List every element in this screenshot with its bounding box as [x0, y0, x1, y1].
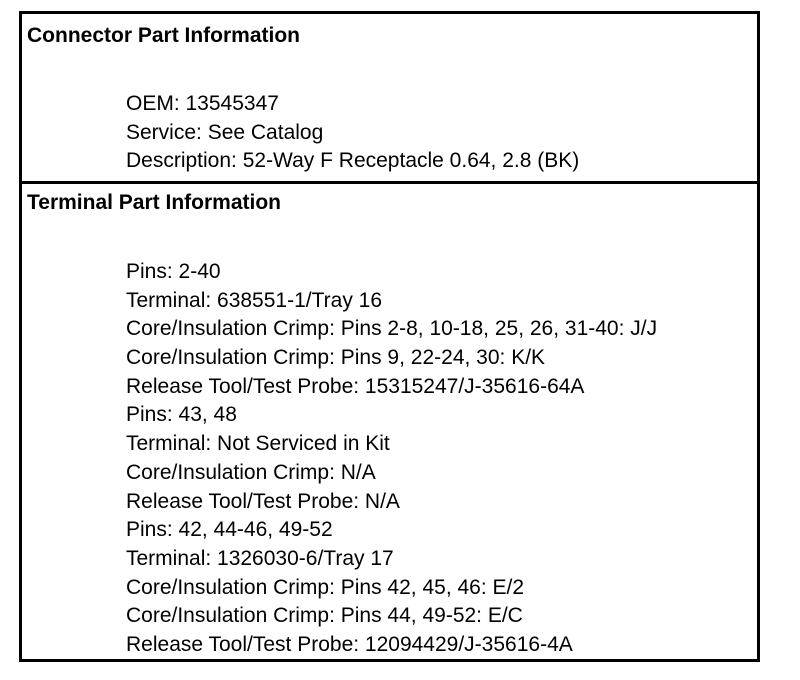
connector-section-title: Connector Part Information — [27, 24, 301, 47]
terminal-info-line: Terminal: 1326030-6/Tray 17 — [126, 546, 394, 570]
terminal-info-line: Core/Insulation Crimp: N/A — [126, 460, 376, 484]
connector-info-list — [126, 90, 579, 176]
terminal-info-line: Terminal: 638551-1/Tray 16 — [126, 288, 383, 312]
terminal-info-line: Core/Insulation Crimp: Pins 44, 49-52: E/C — [126, 604, 523, 628]
connector-info-table — [19, 11, 760, 662]
terminal-info-line: Pins: 42, 44-46, 49-52 — [126, 518, 333, 542]
terminal-section-title: Terminal Part Information — [27, 191, 281, 214]
terminal-part-section — [22, 184, 757, 659]
terminal-info-line: Pins: 2-40 — [126, 260, 221, 283]
terminal-info-line: Release Tool/Test Probe: 12094429/J-35616-4A — [126, 632, 573, 656]
terminal-info-line: Release Tool/Test Probe: 15315247/J-35616-64A — [126, 374, 585, 398]
connector-service-line: Service: See Catalog — [126, 120, 324, 144]
terminal-info-line: Pins: 43, 48 — [126, 403, 237, 427]
terminal-info-line: Release Tool/Test Probe: N/A — [126, 489, 400, 513]
terminal-info-line: Core/Insulation Crimp: Pins 42, 45, 46: E/2 — [126, 575, 525, 599]
connector-part-section — [22, 14, 757, 181]
terminal-info-line: Terminal: Not Serviced in Kit — [126, 432, 390, 456]
connector-oem-line: OEM: 13545347 — [126, 92, 279, 115]
terminal-info-line: Core/Insulation Crimp: Pins 2-8, 10-18, 25, 26, 31-40: J/J — [126, 317, 658, 341]
terminal-info-list — [126, 258, 657, 660]
terminal-info-line: Core/Insulation Crimp: Pins 9, 22-24, 30: K/K — [126, 346, 546, 370]
connector-description-line: Description: 52-Way F Receptacle 0.64, 2.8 (BK) — [126, 149, 580, 173]
